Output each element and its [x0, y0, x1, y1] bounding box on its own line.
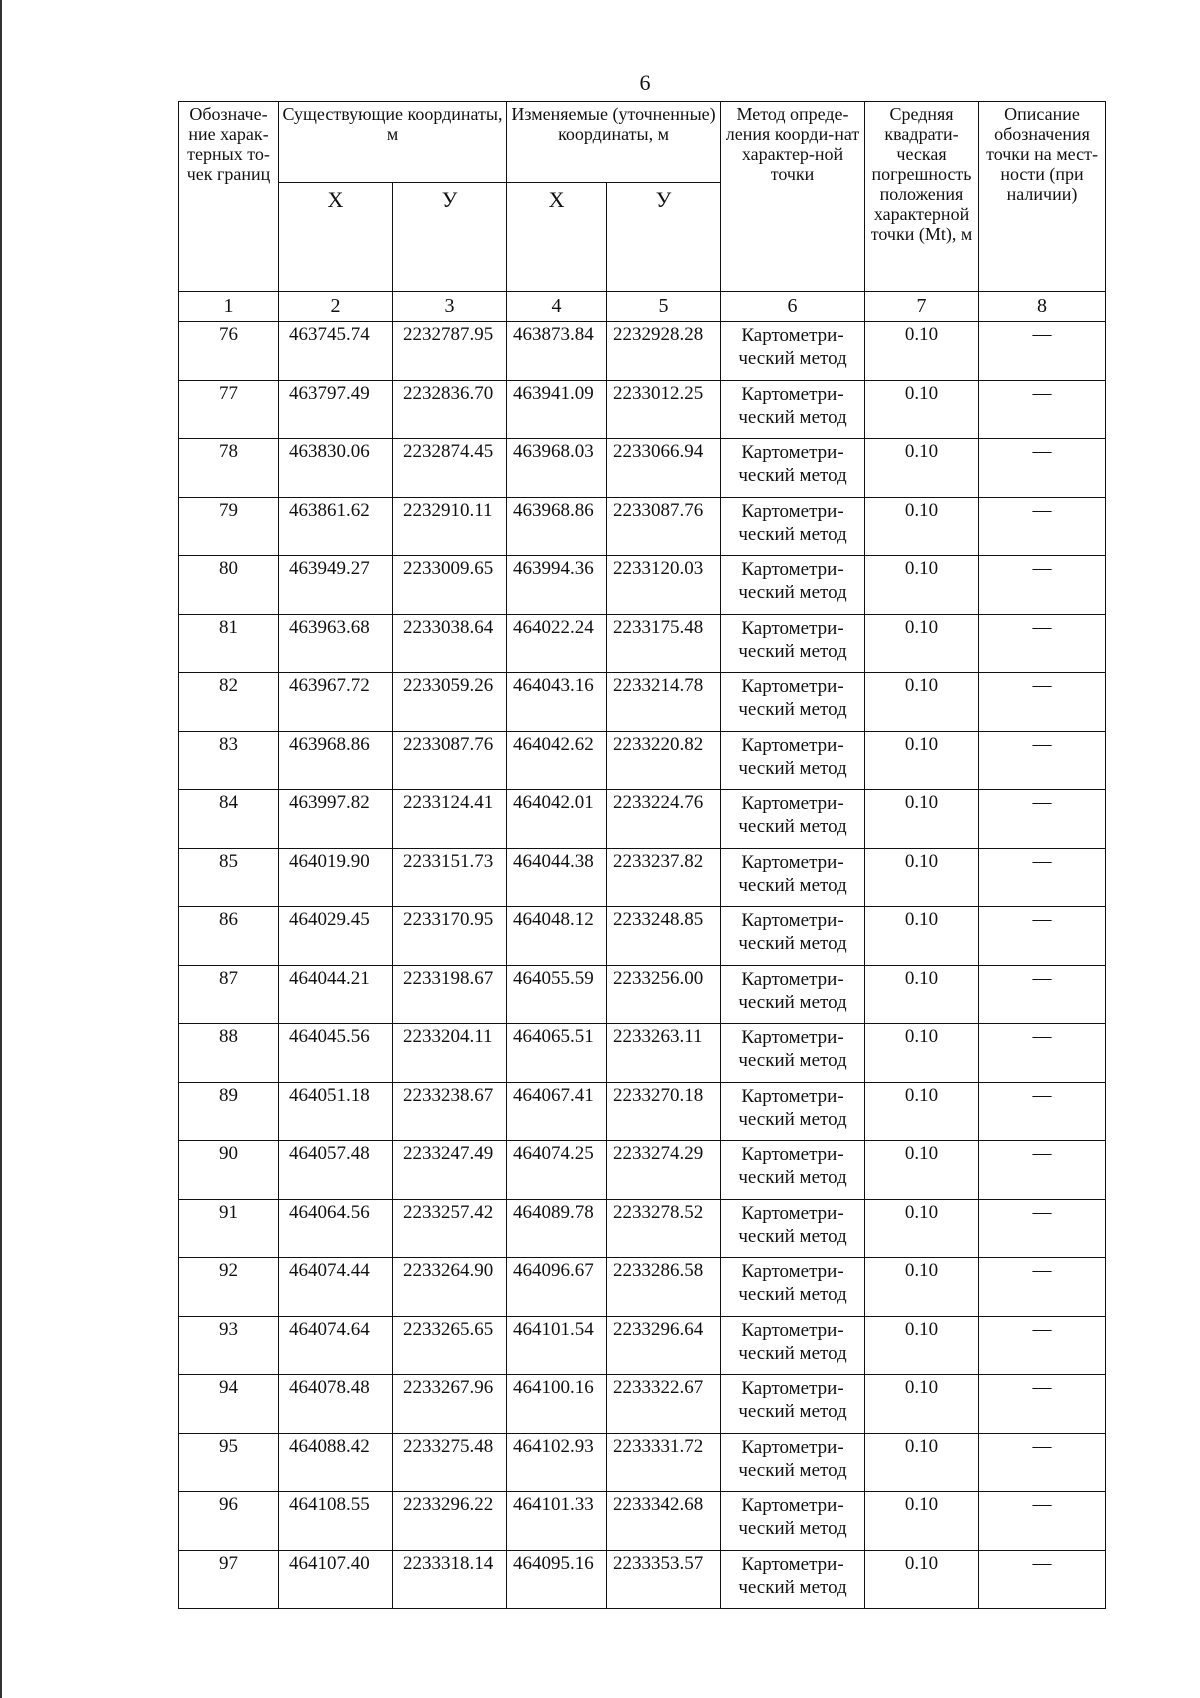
existing-y-cell: 2233087.76	[393, 731, 507, 790]
changed-x-cell: 464042.62	[507, 731, 607, 790]
method-cell: Картометри-ческий метод	[721, 556, 865, 615]
changed-x-cell: 464067.41	[507, 1082, 607, 1141]
column-number: 8	[979, 292, 1106, 322]
method-cell: Картометри-ческий метод	[721, 614, 865, 673]
existing-y-cell: 2232874.45	[393, 439, 507, 498]
method-cell: Картометри-ческий метод	[721, 1082, 865, 1141]
method-cell: Картометри-ческий метод	[721, 497, 865, 556]
existing-y-cell: 2233318.14	[393, 1550, 507, 1609]
existing-y-cell: 2232836.70	[393, 380, 507, 439]
description-cell: —	[979, 556, 1106, 615]
mean-square-error-cell: 0.10	[865, 848, 979, 907]
existing-y-cell: 2233198.67	[393, 965, 507, 1024]
table-row	[179, 848, 1106, 907]
existing-y-cell: 2233238.67	[393, 1082, 507, 1141]
changed-y-cell: 2233270.18	[607, 1082, 721, 1141]
table-row	[179, 380, 1106, 439]
changed-x-cell: 464101.33	[507, 1492, 607, 1551]
existing-y-cell: 2233009.65	[393, 556, 507, 615]
existing-y-cell: 2233124.41	[393, 790, 507, 849]
header-existing-y: У	[393, 183, 507, 292]
changed-x-cell: 464048.12	[507, 907, 607, 966]
method-cell: Картометри-ческий метод	[721, 1316, 865, 1375]
mean-square-error-cell: 0.10	[865, 380, 979, 439]
method-cell: Картометри-ческий метод	[721, 1199, 865, 1258]
column-number: 6	[721, 292, 865, 322]
changed-y-cell: 2233087.76	[607, 497, 721, 556]
changed-x-cell: 464074.25	[507, 1141, 607, 1200]
mean-square-error-cell: 0.10	[865, 1316, 979, 1375]
changed-x-cell: 463994.36	[507, 556, 607, 615]
description-cell: —	[979, 731, 1106, 790]
method-cell: Картометри-ческий метод	[721, 439, 865, 498]
description-cell: —	[979, 497, 1106, 556]
column-number: 4	[507, 292, 607, 322]
changed-x-cell: 464102.93	[507, 1433, 607, 1492]
method-cell: Картометри-ческий метод	[721, 1433, 865, 1492]
mean-square-error-cell: 0.10	[865, 439, 979, 498]
changed-y-cell: 2233263.11	[607, 1024, 721, 1083]
changed-y-cell: 2233066.94	[607, 439, 721, 498]
existing-y-cell: 2232910.11	[393, 497, 507, 556]
mean-square-error-cell: 0.10	[865, 322, 979, 381]
method-cell: Картометри-ческий метод	[721, 790, 865, 849]
method-cell: Картометри-ческий метод	[721, 848, 865, 907]
header-changed-coordinates: Изменяемые (уточненные) координаты, м	[507, 102, 721, 183]
existing-x-cell: 464108.55	[279, 1492, 393, 1551]
changed-x-cell: 463968.03	[507, 439, 607, 498]
header-point-designation: Обозначе-ние харак-терных то-чек границ	[179, 102, 279, 292]
description-cell: —	[979, 1550, 1106, 1609]
changed-y-cell: 2233322.67	[607, 1375, 721, 1434]
existing-y-cell: 2233267.96	[393, 1375, 507, 1434]
existing-x-cell: 463949.27	[279, 556, 393, 615]
mean-square-error-cell: 0.10	[865, 1433, 979, 1492]
table-row	[179, 790, 1106, 849]
changed-x-cell: 464101.54	[507, 1316, 607, 1375]
existing-x-cell: 464078.48	[279, 1375, 393, 1434]
existing-x-cell: 464045.56	[279, 1024, 393, 1083]
existing-x-cell: 464029.45	[279, 907, 393, 966]
changed-x-cell: 464065.51	[507, 1024, 607, 1083]
description-cell: —	[979, 1141, 1106, 1200]
method-cell: Картометри-ческий метод	[721, 907, 865, 966]
changed-y-cell: 2233248.85	[607, 907, 721, 966]
existing-x-cell: 464064.56	[279, 1199, 393, 1258]
table-row	[179, 1316, 1106, 1375]
existing-x-cell: 463963.68	[279, 614, 393, 673]
header-mean-square-error: Средняя квадрати-ческая погрешность положения характерной точки (Mt), м	[865, 102, 979, 292]
table-row	[179, 1024, 1106, 1083]
changed-y-cell: 2233286.58	[607, 1258, 721, 1317]
existing-x-cell: 463968.86	[279, 731, 393, 790]
mean-square-error-cell: 0.10	[865, 1141, 979, 1200]
changed-x-cell: 464042.01	[507, 790, 607, 849]
changed-y-cell: 2233296.64	[607, 1316, 721, 1375]
point-number-cell: 78	[179, 439, 279, 498]
existing-y-cell: 2233275.48	[393, 1433, 507, 1492]
page-edge-line	[0, 0, 2, 1698]
method-cell: Картометри-ческий метод	[721, 1492, 865, 1551]
mean-square-error-cell: 0.10	[865, 1492, 979, 1551]
mean-square-error-cell: 0.10	[865, 556, 979, 615]
description-cell: —	[979, 907, 1106, 966]
column-number: 2	[279, 292, 393, 322]
method-cell: Картометри-ческий метод	[721, 965, 865, 1024]
description-cell: —	[979, 965, 1106, 1024]
changed-x-cell: 464044.38	[507, 848, 607, 907]
description-cell: —	[979, 673, 1106, 732]
point-number-cell: 82	[179, 673, 279, 732]
table-row	[179, 907, 1106, 966]
changed-x-cell: 464095.16	[507, 1550, 607, 1609]
changed-y-cell: 2233220.82	[607, 731, 721, 790]
method-cell: Картометри-ческий метод	[721, 1024, 865, 1083]
changed-x-cell: 464100.16	[507, 1375, 607, 1434]
column-number: 5	[607, 292, 721, 322]
mean-square-error-cell: 0.10	[865, 1199, 979, 1258]
table-row	[179, 1433, 1106, 1492]
mean-square-error-cell: 0.10	[865, 790, 979, 849]
column-number: 3	[393, 292, 507, 322]
existing-y-cell: 2233265.65	[393, 1316, 507, 1375]
point-number-cell: 87	[179, 965, 279, 1024]
changed-y-cell: 2233278.52	[607, 1199, 721, 1258]
changed-y-cell: 2233214.78	[607, 673, 721, 732]
existing-y-cell: 2233264.90	[393, 1258, 507, 1317]
mean-square-error-cell: 0.10	[865, 965, 979, 1024]
point-number-cell: 94	[179, 1375, 279, 1434]
changed-y-cell: 2232928.28	[607, 322, 721, 381]
header-point-description: Описание обозначения точки на мест-ности (при наличии)	[979, 102, 1106, 292]
table-body	[179, 322, 1106, 1609]
header-existing-x: Х	[279, 183, 393, 292]
point-number-cell: 96	[179, 1492, 279, 1551]
table-row	[179, 673, 1106, 732]
mean-square-error-cell: 0.10	[865, 1258, 979, 1317]
changed-y-cell: 2233342.68	[607, 1492, 721, 1551]
description-cell: —	[979, 848, 1106, 907]
existing-x-cell: 463830.06	[279, 439, 393, 498]
existing-y-cell: 2233170.95	[393, 907, 507, 966]
description-cell: —	[979, 1258, 1106, 1317]
point-number-cell: 93	[179, 1316, 279, 1375]
changed-x-cell: 463873.84	[507, 322, 607, 381]
column-number: 7	[865, 292, 979, 322]
changed-y-cell: 2233237.82	[607, 848, 721, 907]
description-cell: —	[979, 1316, 1106, 1375]
changed-y-cell: 2233224.76	[607, 790, 721, 849]
table-row	[179, 439, 1106, 498]
existing-x-cell: 463967.72	[279, 673, 393, 732]
existing-x-cell: 464044.21	[279, 965, 393, 1024]
existing-x-cell: 464107.40	[279, 1550, 393, 1609]
mean-square-error-cell: 0.10	[865, 1375, 979, 1434]
changed-y-cell: 2233256.00	[607, 965, 721, 1024]
method-cell: Картометри-ческий метод	[721, 1141, 865, 1200]
header-changed-y: У	[607, 183, 721, 292]
table-row	[179, 1082, 1106, 1141]
point-number-cell: 77	[179, 380, 279, 439]
mean-square-error-cell: 0.10	[865, 1082, 979, 1141]
page-number: 6	[639, 70, 651, 95]
changed-y-cell: 2233175.48	[607, 614, 721, 673]
table-row	[179, 556, 1106, 615]
point-number-cell: 79	[179, 497, 279, 556]
header-method: Метод опреде-ления коорди-нат характер-ной точки	[721, 102, 865, 292]
table-row	[179, 965, 1106, 1024]
changed-x-cell: 463968.86	[507, 497, 607, 556]
mean-square-error-cell: 0.10	[865, 673, 979, 732]
column-number-row	[179, 292, 1106, 322]
description-cell: —	[979, 1199, 1106, 1258]
description-cell: —	[979, 790, 1106, 849]
point-number-cell: 92	[179, 1258, 279, 1317]
existing-y-cell: 2233296.22	[393, 1492, 507, 1551]
existing-y-cell: 2233059.26	[393, 673, 507, 732]
changed-x-cell: 464096.67	[507, 1258, 607, 1317]
changed-x-cell: 464055.59	[507, 965, 607, 1024]
existing-x-cell: 464057.48	[279, 1141, 393, 1200]
point-number-cell: 83	[179, 731, 279, 790]
method-cell: Картометри-ческий метод	[721, 1550, 865, 1609]
existing-y-cell: 2233204.11	[393, 1024, 507, 1083]
point-number-cell: 76	[179, 322, 279, 381]
changed-x-cell: 464043.16	[507, 673, 607, 732]
description-cell: —	[979, 1082, 1106, 1141]
mean-square-error-cell: 0.10	[865, 731, 979, 790]
point-number-cell: 80	[179, 556, 279, 615]
table-row	[179, 1258, 1106, 1317]
description-cell: —	[979, 1024, 1106, 1083]
table-row	[179, 1550, 1106, 1609]
method-cell: Картометри-ческий метод	[721, 322, 865, 381]
existing-x-cell: 464019.90	[279, 848, 393, 907]
existing-x-cell: 463861.62	[279, 497, 393, 556]
point-number-cell: 90	[179, 1141, 279, 1200]
description-cell: —	[979, 439, 1106, 498]
existing-x-cell: 463997.82	[279, 790, 393, 849]
existing-y-cell: 2232787.95	[393, 322, 507, 381]
point-number-cell: 84	[179, 790, 279, 849]
description-cell: —	[979, 322, 1106, 381]
method-cell: Картометри-ческий метод	[721, 731, 865, 790]
existing-x-cell: 464074.44	[279, 1258, 393, 1317]
point-number-cell: 85	[179, 848, 279, 907]
description-cell: —	[979, 1433, 1106, 1492]
table-row	[179, 1141, 1106, 1200]
description-cell: —	[979, 1375, 1106, 1434]
existing-y-cell: 2233257.42	[393, 1199, 507, 1258]
point-number-cell: 89	[179, 1082, 279, 1141]
changed-y-cell: 2233012.25	[607, 380, 721, 439]
changed-x-cell: 463941.09	[507, 380, 607, 439]
method-cell: Картометри-ческий метод	[721, 1375, 865, 1434]
point-number-cell: 91	[179, 1199, 279, 1258]
point-number-cell: 95	[179, 1433, 279, 1492]
existing-x-cell: 463797.49	[279, 380, 393, 439]
description-cell: —	[979, 380, 1106, 439]
changed-y-cell: 2233331.72	[607, 1433, 721, 1492]
mean-square-error-cell: 0.10	[865, 497, 979, 556]
header-changed-x: Х	[507, 183, 607, 292]
description-cell: —	[979, 614, 1106, 673]
existing-x-cell: 464051.18	[279, 1082, 393, 1141]
mean-square-error-cell: 0.10	[865, 907, 979, 966]
description-cell: —	[979, 1492, 1106, 1551]
existing-y-cell: 2233247.49	[393, 1141, 507, 1200]
changed-y-cell: 2233353.57	[607, 1550, 721, 1609]
existing-x-cell: 464074.64	[279, 1316, 393, 1375]
table-row	[179, 731, 1106, 790]
method-cell: Картометри-ческий метод	[721, 673, 865, 732]
coordinates-table	[178, 101, 1106, 1609]
table-row	[179, 497, 1106, 556]
existing-x-cell: 464088.42	[279, 1433, 393, 1492]
point-number-cell: 88	[179, 1024, 279, 1083]
changed-y-cell: 2233120.03	[607, 556, 721, 615]
header-existing-coordinates: Существующие координаты, м	[279, 102, 507, 183]
table-row	[179, 322, 1106, 381]
changed-y-cell: 2233274.29	[607, 1141, 721, 1200]
table-row	[179, 614, 1106, 673]
table-row	[179, 1375, 1106, 1434]
mean-square-error-cell: 0.10	[865, 614, 979, 673]
existing-x-cell: 463745.74	[279, 322, 393, 381]
method-cell: Картометри-ческий метод	[721, 1258, 865, 1317]
point-number-cell: 81	[179, 614, 279, 673]
changed-x-cell: 464022.24	[507, 614, 607, 673]
changed-x-cell: 464089.78	[507, 1199, 607, 1258]
point-number-cell: 97	[179, 1550, 279, 1609]
column-number: 1	[179, 292, 279, 322]
table-row	[179, 1492, 1106, 1551]
existing-y-cell: 2233038.64	[393, 614, 507, 673]
mean-square-error-cell: 0.10	[865, 1024, 979, 1083]
point-number-cell: 86	[179, 907, 279, 966]
table-row	[179, 1199, 1106, 1258]
method-cell: Картометри-ческий метод	[721, 380, 865, 439]
mean-square-error-cell: 0.10	[865, 1550, 979, 1609]
existing-y-cell: 2233151.73	[393, 848, 507, 907]
